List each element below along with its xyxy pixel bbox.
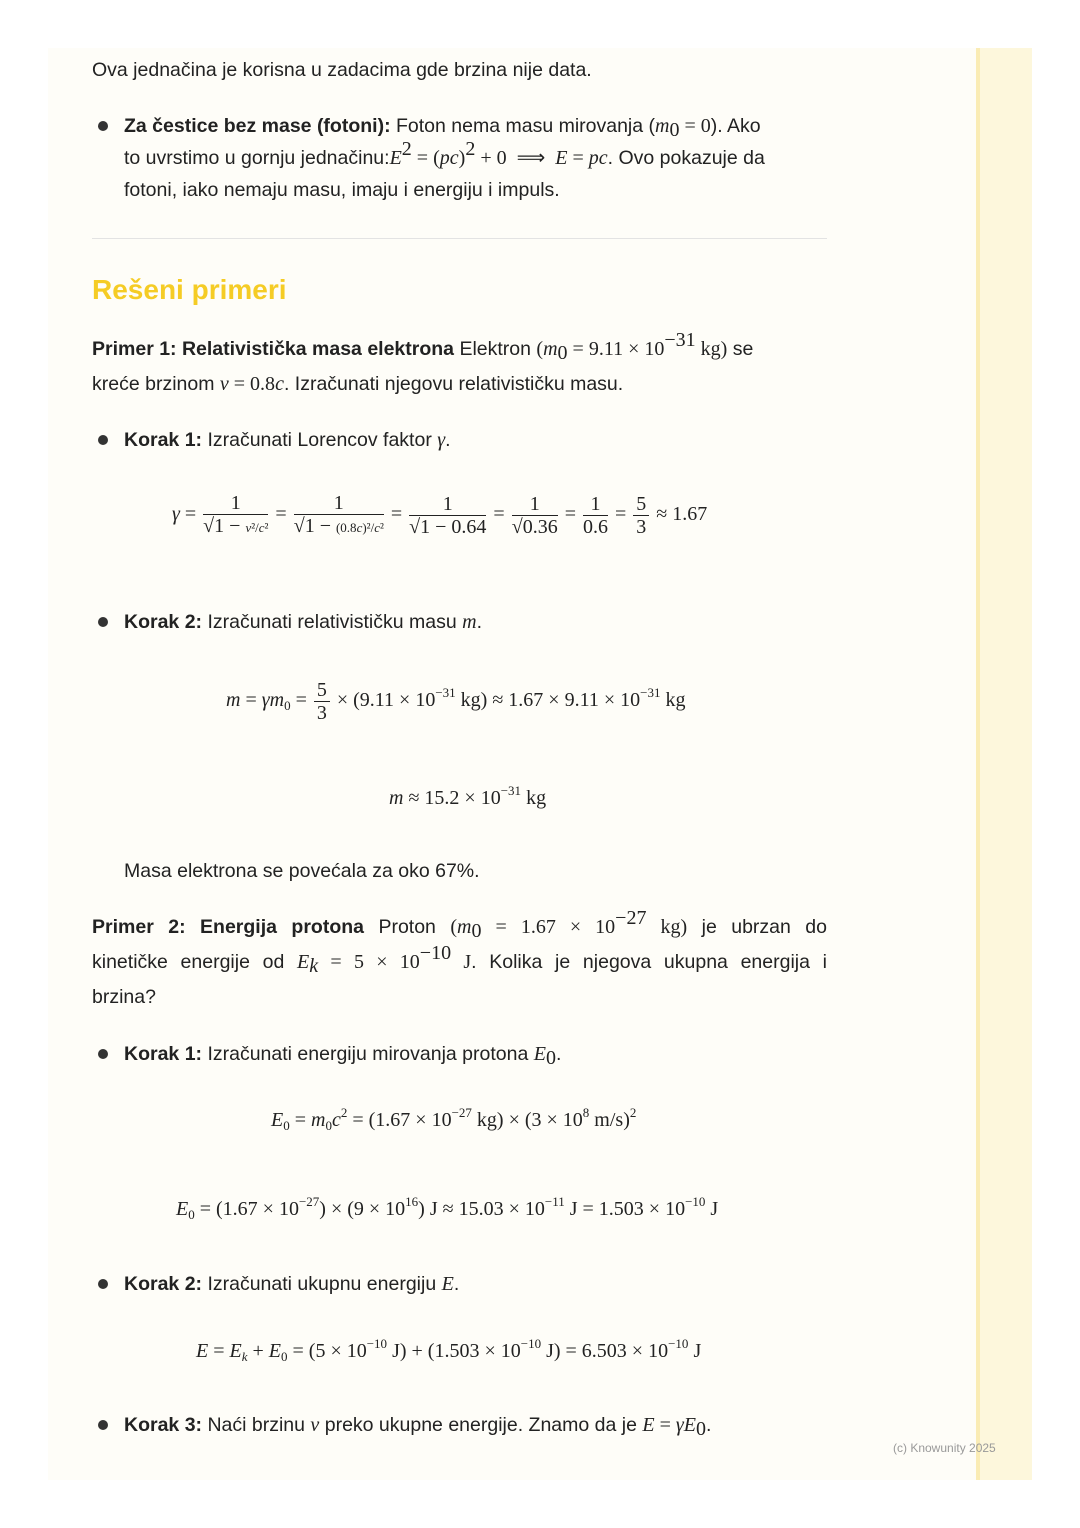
ex1-step1-text: Izračunati Lorencov faktor [207, 429, 432, 451]
photon-text-2a: to uvrstimo u gornju jednačinu: [124, 147, 390, 169]
photon-line-2: to uvrstimo u gornju $jednačinu:E^2 = (pc)^2 + 0$ ⟹ E = pc. Ovo pokazuje da [124, 138, 765, 169]
example1-title: Primer 1: Relativistička masa elektrona [92, 338, 455, 360]
example1-line-2: kreće brzinom v = 0.8c. Izračunati njegovu relativističku masu. [92, 373, 624, 395]
ex2-step1: Korak 1: Izračunati energiju mirovanja protona $E_0$. [124, 1043, 562, 1069]
ex1-step1: Korak 1: Izračunati Lorencov faktor γ. [124, 429, 451, 451]
ex2-step2-label: Korak 2: [124, 1273, 203, 1295]
photon-bold-label: Za čestice bez mase (fotoni): [124, 115, 391, 137]
ex1-result-text: Masa elektrona se povećala za oko 67%. [124, 860, 480, 882]
example2-line-2: kinetičke energije od $E_k = 5 \times 10^{-10}$ J. Kolika je njegova ukupna energija i [92, 942, 827, 977]
ex1-step1-label: Korak 1: [124, 429, 203, 451]
sidebar-panel [976, 48, 1032, 1480]
section-divider [92, 238, 827, 239]
mass-equation: $m = \gamma m_0$ = $\frac{5}{3}$ × ($9.11 \times 10^{-31}$ $kg) \approx 1.67 \times 9.11 \times 10^{-31}$ kg [226, 679, 686, 724]
photon-line-3: fotoni, iako nemaju masu, imaju i energiju i impuls. [124, 179, 560, 201]
rest-energy-result: $E_0 = (1.67 \times 10^{-27}) \times (9 \times 10^{16}) J \approx 15.03 \times 10^{-11}$ $J = 1.503 \times 10^{-10}$ J [176, 1194, 719, 1222]
example2-line-3: brzina? [92, 986, 156, 1008]
gamma-equation: γ = $\frac{1}{\text{√1 − v²/c²}}$ = $\frac{1}{\text{√1 − (0.8c)²/c²}}$ = $\frac{1}{√1 - 0.64}$ = $\frac{1}{√0.36}$ = $\frac{1}{0.6}$ = $\frac{5}{3}$ ≈ 1.67 [172, 492, 708, 538]
bullet-dot [98, 1049, 108, 1059]
ex2-step2: Korak 2: Izračunati ukupnu energiju E. [124, 1273, 460, 1295]
example2-text-2a: kinetičke energije od [92, 951, 285, 973]
example2-text-2b: . Kolika je njegova ukupna energija i [471, 951, 827, 973]
ex1-step2-text: Izračunati relativističku masu [207, 611, 457, 633]
ex2-step3-label: Korak 3: [124, 1414, 203, 1436]
ex2-step3: Korak 3: Naći brzinu v preko ukupne energije. Znamo da je $E = \gamma E_0$. [124, 1414, 712, 1440]
intro-text: Ova jednačina je korisna u zadacima gde brzina nije data. [92, 59, 592, 81]
bullet-dot [98, 1279, 108, 1289]
bullet-dot [98, 121, 108, 131]
bullet-dot [98, 435, 108, 445]
bullet-dot [98, 617, 108, 627]
ex2-step3-text: Naći brzinu [207, 1414, 305, 1436]
example1-text-2b: . Izračunati njegovu relativističku masu. [283, 373, 624, 395]
example2-title: Primer 2: Energija protona [92, 916, 364, 938]
photon-text-2b: . Ovo pokazuje da [607, 147, 765, 169]
example2-text: Proton [378, 916, 436, 938]
example2-line-1: Primer 2: Energija protona Proton ($m_0 = 1.67 \times 10^{-27}$ kg) je ubrzan do [92, 907, 827, 942]
rest-energy-equation: $E_0 = m_0c^2 = (1.67 \times 10^{-27}$ $kg) \times (3 \times 10^8$ m/s)$^2$ [271, 1105, 637, 1133]
bullet-dot [98, 1420, 108, 1430]
ex2-step1-text: Izračunati energiju mirovanja protona [207, 1043, 529, 1065]
ex2-step3-text2: preko ukupne energije. Znamo da je [324, 1414, 637, 1436]
example2-line1-end: je ubrzan do [701, 916, 827, 938]
ex1-step2-label: Korak 2: [124, 611, 203, 633]
total-energy-equation: $E = E_k + E_0 = (5 \times 10^{-10}$ $J) + (1.503 \times 10^{-10}$ $J) = 6.503 \times 10^{-10}$ J [196, 1336, 702, 1364]
photon-text-1: Foton nema masu mirovanja ( [396, 115, 656, 137]
m0-symbol: m [655, 115, 670, 137]
footer-copyright: (c) Knowunity 2025 [893, 1441, 996, 1455]
ex1-step2: Korak 2: Izračunati relativističku masu m. [124, 611, 483, 633]
section-heading: Rešeni primeri [92, 274, 287, 305]
example1-text-2a: kreće brzinom [92, 373, 215, 395]
mass-result-equation: $m \approx 15.2 \times 10^{-31}$ kg [389, 783, 547, 809]
ex2-step1-label: Korak 1: [124, 1043, 203, 1065]
example1-text: Elektron [459, 338, 531, 360]
page-background [48, 48, 1032, 1480]
ex2-step2-text: Izračunati ukupnu energiju [207, 1273, 437, 1295]
photon-line-1: Za čestice bez mase (fotoni): Foton nema masu mirovanja $(m_0 = 0)$. Ako [124, 115, 761, 141]
example1-line-1: Primer 1: Relativistička masa elektrona Elektron ($m_0 = 9.11 \times 10^{-31}$ kg) se [92, 329, 754, 364]
